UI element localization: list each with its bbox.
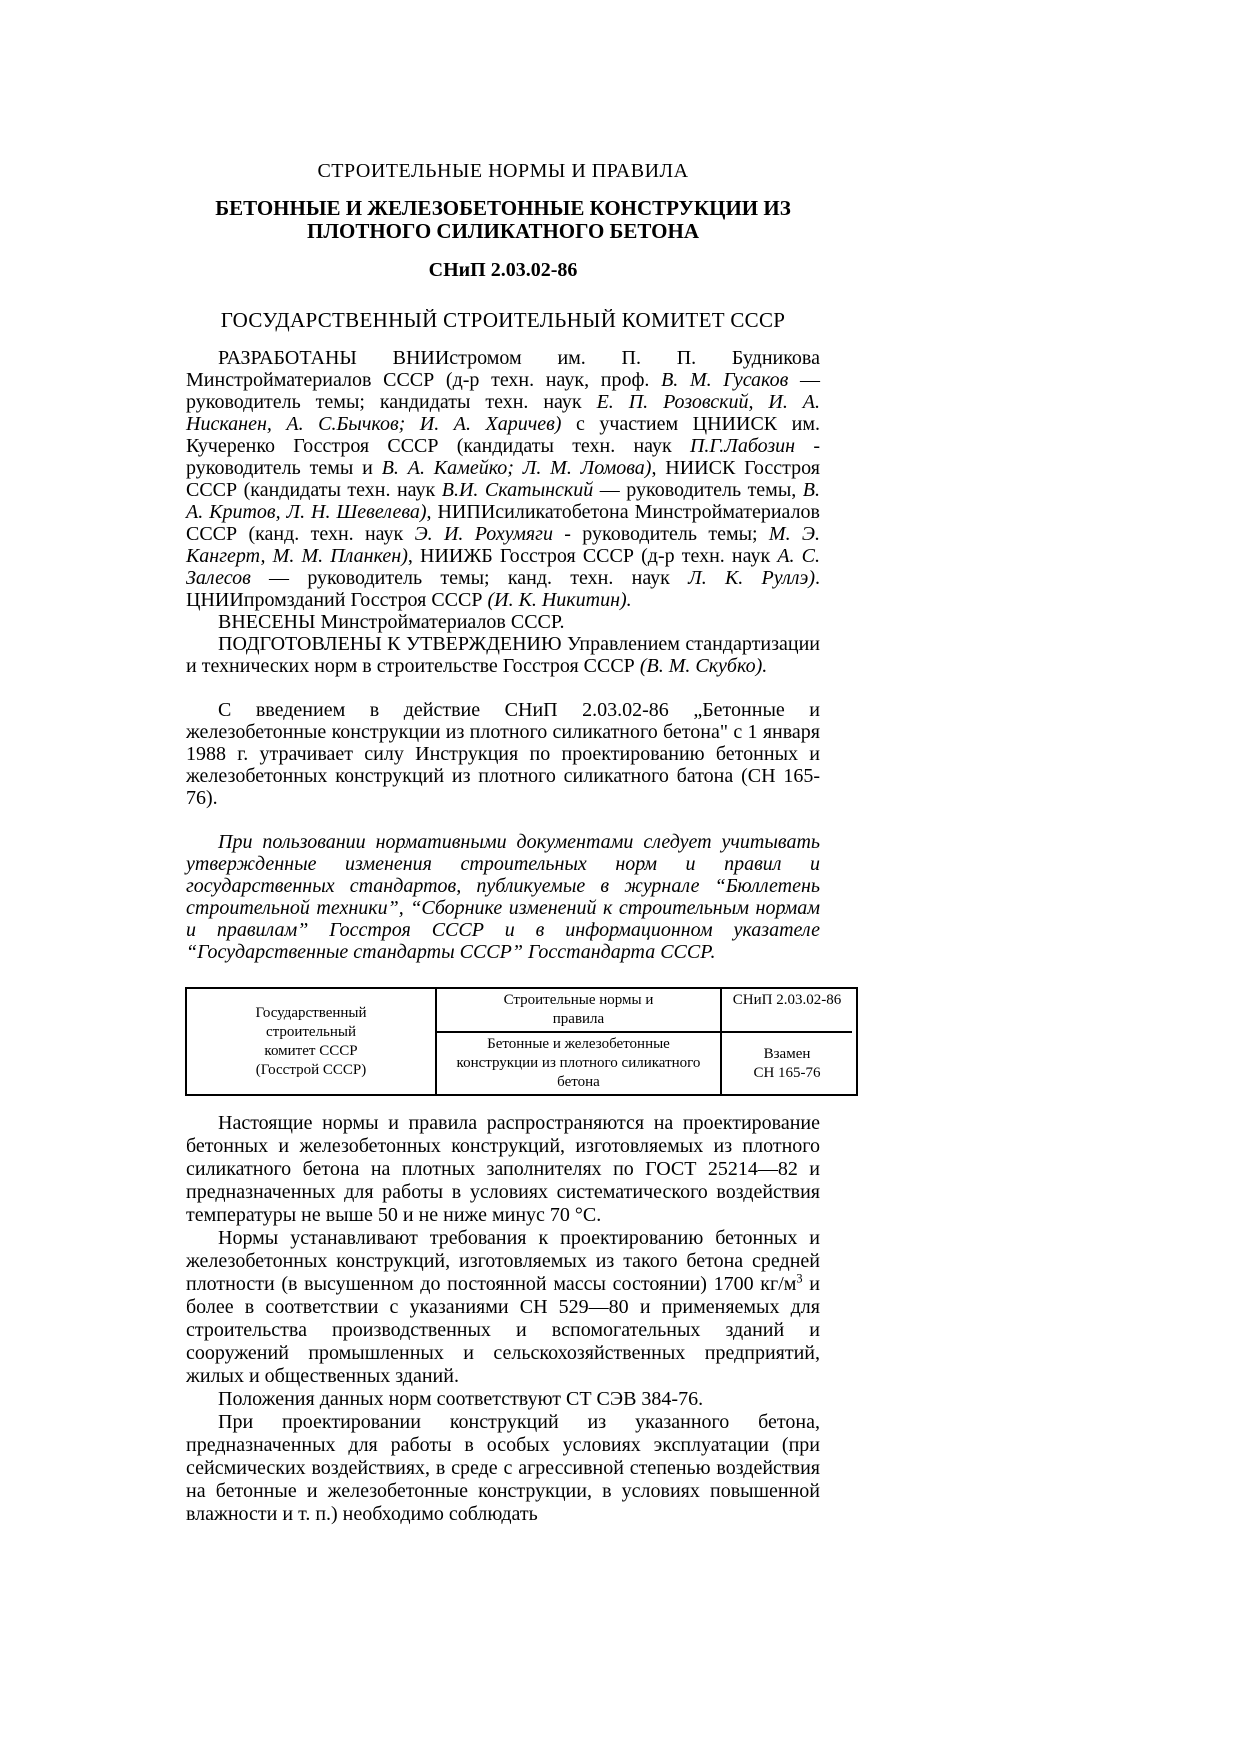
text-run: ПОДГОТОВЛЕНЫ К УТВЕРЖДЕНИЮ Управлением стандартизации и технических норм в строительстве Госстроя СССР [186, 633, 820, 677]
text-run: В.И. Скатынский [441, 479, 594, 501]
table-cell-replaces [720, 1033, 852, 1094]
text-run: А. С. Залесов [186, 545, 820, 589]
text-run: При пользовании нормативными документами следует учитывать утвержденные изменения строительных норм и правил и государственных стандартов, публикуемые в журнале “Бюллетень строительной техники”, “Сборнике изменений к строительным нормам и правилам” Госстроя СССР и в информационном указателе “Государственные стандарты СССР” Госстандарта СССР. [186, 831, 820, 963]
table-cell-line: комитет СССР [264, 1042, 358, 1059]
text-run: В. А. Камейко; Л. М. Ломова) [381, 457, 652, 479]
table-cell-line: Строительные нормы и [503, 992, 654, 1008]
table-cell-line: Государственный [255, 1004, 367, 1021]
document-content [186, 160, 842, 1526]
text-run: и более в соответствии с указаниями СН 529—80 и применяемых для строительства производственных и вспомогательных зданий и сооружений промышленных и сельскохозяйственных предприятий, жилых и общественных зданий. [186, 1273, 820, 1387]
text-run: М. Э. Кангерт, М. М. Планкен) [186, 523, 820, 567]
text-run: , НИИЖБ Госстроя СССР (д-р техн. наук [407, 545, 778, 567]
text-run: Л. К. Руллэ) [688, 567, 815, 589]
text-run: (И. К. Никитин). [487, 589, 632, 611]
text-run: В. А. Критов, Л. Н. Шевелева) [186, 479, 821, 523]
text-run: с участием ЦНИИСК им. Кучеренко Госстроя СССР (кандидаты техн. наук [186, 413, 820, 457]
paragraph-special-conditions [186, 1411, 820, 1526]
table-cell-line: (Госстрой СССР) [255, 1061, 367, 1078]
info-table [185, 987, 858, 1096]
text-run: П.Г.Лабозин [689, 435, 796, 457]
text-run: (В. М. Скубко). [639, 655, 768, 677]
paragraph-sev-compliance [186, 1388, 820, 1411]
table-cell-line: конструкции из плотного силикатного [456, 1055, 701, 1071]
text-run: — руководитель темы, [593, 479, 803, 501]
text-run: 3 [796, 1271, 803, 1286]
table-cell-subject [437, 1033, 720, 1094]
table-cell-line: Бетонные и железобетонные [487, 1036, 670, 1052]
text-run: С введением в действие СНиП 2.03.02-86 „Бетонные и железобетонные конструкции из плотного силикатного бетона" с 1 января 1988 г. утрачивает силу Инструкция по проектированию бетонных и железобетонных конструкций из плотного силикатного батона (СН 165-76). [186, 699, 820, 809]
paragraph-usage-note [186, 831, 820, 963]
table-cell-line: правила [552, 1011, 605, 1027]
paragraph-prepared-by [186, 633, 820, 677]
text-run: РАЗРАБОТАНЫ ВНИИстромом им. П. П. Будникова Минстройматериалов СССР (д-р техн. наук, проф. [186, 347, 820, 391]
text-run: - руководитель темы и [186, 435, 820, 479]
text-run: Положения данных норм соответствуют СТ СЭВ 384-76. [218, 1388, 704, 1410]
text-run: , НИПИсиликатобетона Минстройматериалов СССР (канд. техн. наук [186, 501, 820, 545]
text-run: , НИИСК Госстроя СССР (кандидаты техн. наук [186, 457, 820, 501]
doc-number: СНиП 2.03.02-86 [428, 259, 578, 281]
table-cell-line: Взамен [763, 1045, 811, 1062]
table-cell-doc-type [437, 989, 720, 1033]
table-cell-organization [187, 989, 437, 1094]
text-run: Настоящие нормы и правила распространяются на проектирование бетонных и железобетонных конструкций, изготовляемых из плотного силикатного бетона на плотных заполнителях по ГОСТ 25214—82 и предназначенных для работы в условиях систематического воздействия температуры не выше 50 и не ниже минус 70 °С. [186, 1112, 820, 1226]
text-run: Е. П. Розовский, И. А. Нисканен, А. С.Бычков; И. А. Харичев) [186, 391, 820, 435]
front-matter-paragraphs [186, 347, 820, 963]
paragraph-requirements [186, 1227, 820, 1388]
paragraph-developed-by [186, 347, 820, 611]
text-run: — руководитель темы; канд. техн. наук [250, 567, 689, 589]
text-run: Нормы устанавливают требования к проектированию бетонных и железобетонных конструкций, изготовляемых из такого бетона средней плотности (в высушенном до постоянной массы состоянии) 1700 кг/м [186, 1227, 820, 1295]
table-cell-line: бетона [557, 1074, 600, 1090]
table-cell-line: строительный [265, 1023, 357, 1040]
table-cell-doc-code: СНиП 2.03.02-86 [720, 989, 852, 1033]
text-run: ВНЕСЕНЫ Минстройматериалов СССР. [218, 611, 565, 633]
text-run: - руководитель темы; [552, 523, 769, 545]
table-cell-line: СН 165-76 [753, 1064, 821, 1081]
paragraph-enactment [186, 699, 820, 809]
paragraph-scope [186, 1112, 820, 1227]
paragraph-submitted-by [186, 611, 820, 633]
text-run: При проектировании конструкций из указанного бетона, предназначенных для работы в особых условиях эксплуатации (при сейсмических воздействиях, в среде с агрессивной степенью воздействия на бетонные и железобетонные конструкции, в условиях повышенной влажности и т. п.) необходимо соблюдать [186, 1411, 820, 1525]
main-title: БЕТОННЫЕ И ЖЕЛЕЗОБЕТОННЫЕ КОНСТРУКЦИИ ИЗ ПЛОТНОГО СИЛИКАТНОГО БЕТОНА [215, 196, 791, 243]
committee-title: ГОСУДАРСТВЕННЫЙ СТРОИТЕЛЬНЫЙ КОМИТЕТ СССР [220, 308, 786, 332]
text-run: В. М. Гусаков [661, 369, 789, 391]
series-title: СТРОИТЕЛЬНЫЕ НОРМЫ И ПРАВИЛА [317, 160, 689, 182]
body-paragraphs [186, 1112, 820, 1526]
text-run: . ЦНИИпромзданий Госстроя СССР [186, 567, 820, 611]
text-run: — руководитель темы; кандидаты техн. наук [186, 369, 821, 413]
text-run: Э. И. Рохумяги [414, 523, 553, 545]
